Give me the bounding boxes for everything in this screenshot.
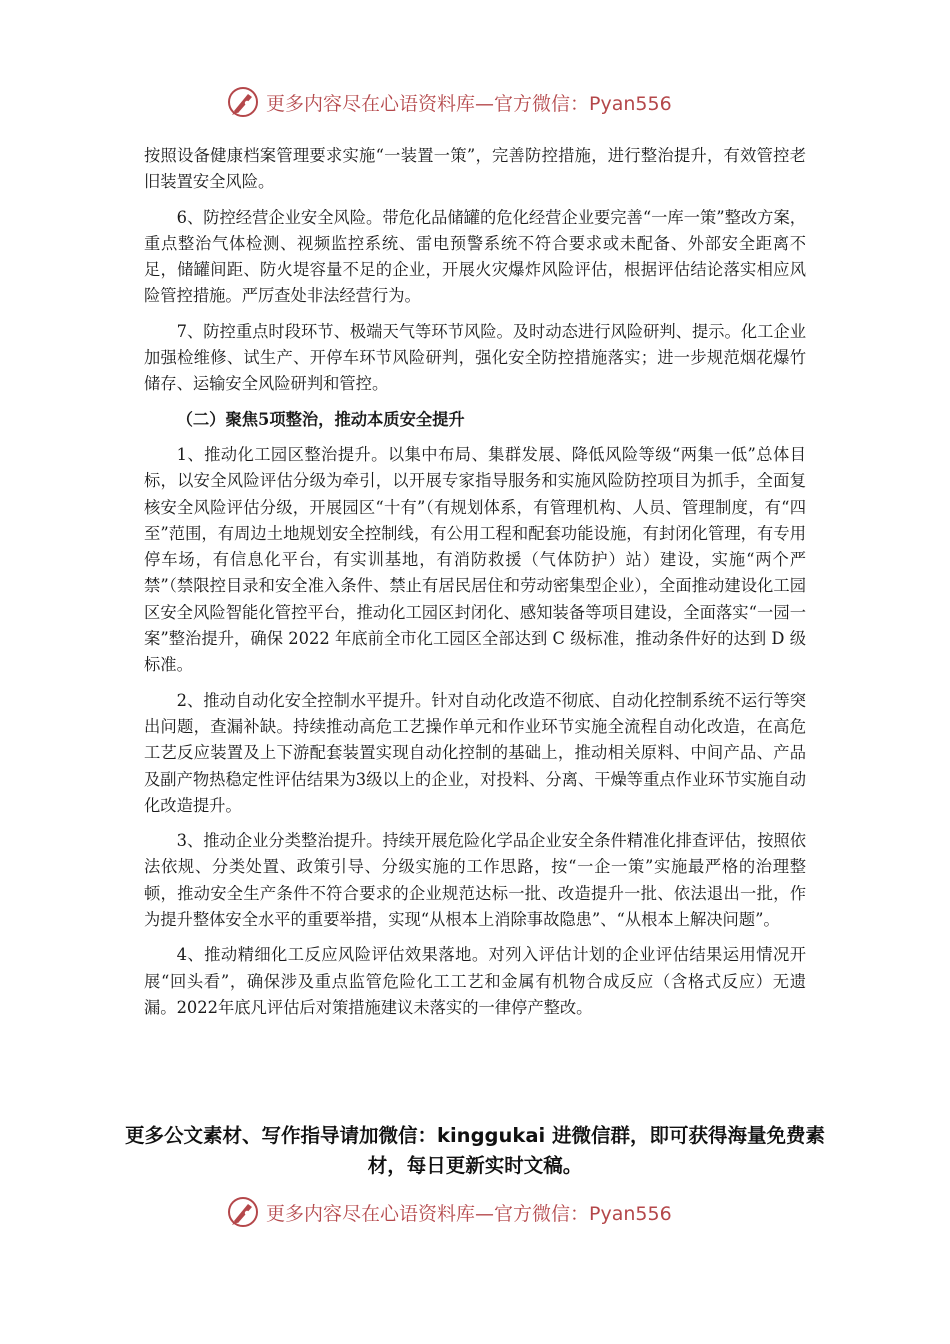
- paragraph: 6、防控经营企业安全风险。带危化品储罐的危化经营企业要完善“一库一策”整改方案，重点整治气体检测、视频监控系统、雷电预警系统不符合要求或未配备、外部安全距离不足，储罐间距、防火堤容量不足的企业，开展火灾爆炸风险评估，根据评估结论落实相应风险管控措施。严厉查处非法经营行为。: [144, 207, 807, 306]
- footer-watermark-banner: [226, 1194, 746, 1230]
- pen-logo-icon: [226, 85, 260, 119]
- pen-logo-icon: [226, 1195, 260, 1229]
- document-body: [144, 143, 806, 1030]
- paragraph: 1、推动化工园区整治提升。以集中布局、集群发展、降低风险等级“两集一低”总体目标，以安全风险评估分级为牵引，以开展专家指导服务和实施风险防控项目为抓手，全面复核安全风险评估分级，开展园区“十有”（有规划体系，有管理机构、人员、管理制度，有“四至”范围，有周边土地规划安全控制线，有公用工程和配套功能设施，有封闭化管理，有专用停车场，有信息化平台，有实训基地，有消防救援（气体防护）站）建设，实施“两个严禁”（禁限控目录和安全准入条件、禁止有居民居住和劳动密集型企业），全面推动建设化工园区安全风险智能化管控平台，推动化工园区封闭化、感知装备等项目建设，全面落实“一园一案”整治提升，确保 2022 年底前全市化工园区全部达到 C 级标准，推动条件好的达到 D 级标准。: [144, 444, 806, 675]
- paragraph: 按照设备健康档案管理要求实施“一装置一策”，完善防控措施，进行整治提升，有效管控老旧装置安全风险。: [144, 146, 806, 192]
- header-watermark-banner: [226, 84, 746, 120]
- paragraph: 7、防控重点时段环节、极端天气等环节风险。及时动态进行风险研判、提示。化工企业加强检维修、试生产、开停车环节风险研判，强化安全防控措施落实；进一步规范烟花爆竹储存、运输安全风险研判和管控。: [144, 321, 806, 394]
- banner-text: 更多内容尽在心语资料库—官方微信：Pyan556: [266, 1202, 672, 1225]
- promo-note: 更多公文素材、写作指导请加微信：kinggukai 进微信群，即可获得海量免费素材，每日更新实时文稿。: [125, 1124, 825, 1177]
- section-heading: （二）聚焦5项整治，推动本质安全提升: [176, 409, 465, 429]
- paragraph: 4、推动精细化工反应风险评估效果落地。对列入评估计划的企业评估结果运用情况开展“回头看”，确保涉及重点监管危险化工工艺和金属有机物合成反应（含格式反应）无遗漏。2022年底凡评估后对策措施建议未落实的一律停产整改。: [144, 945, 806, 1017]
- paragraph: 3、推动企业分类整治提升。持续开展危险化学品企业安全条件精准化排查评估，按照依法依规、分类处置、政策引导、分级实施的工作思路，按“一企一策”实施最严格的治理整顿，推动安全生产条件不符合要求的企业规范达标一批、改造提升一批、依法退出一批，作为提升整体安全水平的重要举措，实现“从根本上消除事故隐患”、“从根本上解决问题”。: [144, 831, 806, 930]
- paragraph: 2、推动自动化安全控制水平提升。针对自动化改造不彻底、自动化控制系统不运行等突出问题，查漏补缺。持续推动高危工艺操作单元和作业环节实施全流程自动化改造，在高危工艺反应装置及上下游配套装置实现自动化控制的基础上，推动相关原料、中间产品、产品及副产物热稳定性评估结果为3级以上的企业，对投料、分离、干燥等重点作业环节实施自动化改造提升。: [144, 690, 806, 815]
- banner-text: 更多内容尽在心语资料库—官方微信：Pyan556: [266, 92, 672, 115]
